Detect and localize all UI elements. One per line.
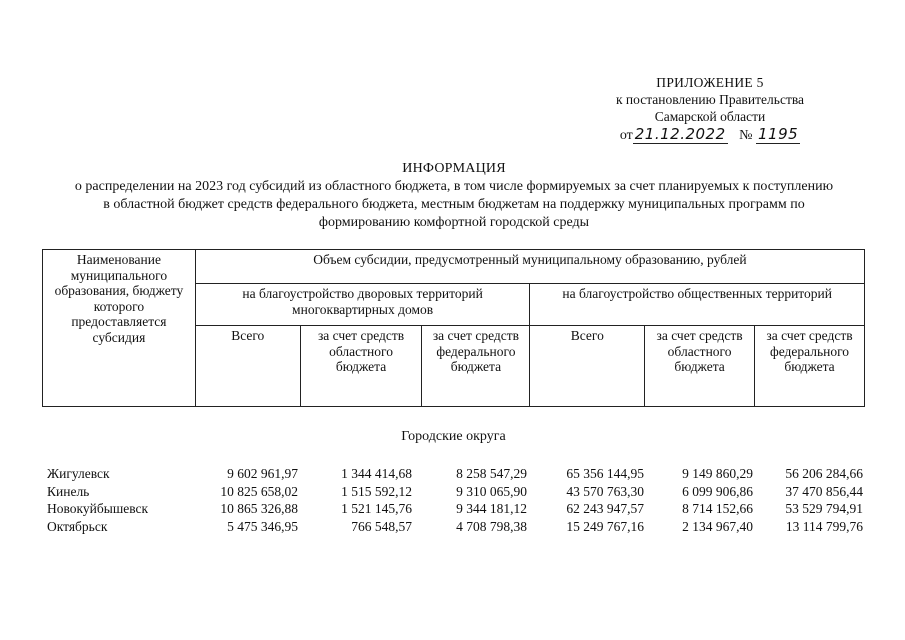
yards-regional: 766 548,57 bbox=[351, 518, 412, 534]
annex-line-1: к постановлению Правительства bbox=[615, 92, 805, 107]
yards-regional: 1 515 592,12 bbox=[341, 483, 412, 499]
yards-total: 5 475 346,95 bbox=[227, 518, 298, 534]
public-regional: 2 134 967,40 bbox=[682, 518, 753, 534]
table-row bbox=[42, 518, 863, 536]
header-public-federal: за счет средств федерального бюджета bbox=[755, 326, 865, 407]
header-yards-total: Всего bbox=[195, 326, 300, 407]
public-total: 62 243 947,57 bbox=[566, 501, 644, 516]
annex-line-2: Самарской области bbox=[654, 109, 766, 124]
public-regional: 6 099 906,86 bbox=[682, 483, 753, 499]
document-title bbox=[20, 160, 888, 232]
yards-total: 10 825 658,02 bbox=[220, 483, 298, 499]
header-group-yards: на благоустройство дворовых территорий многоквартирных домов bbox=[195, 284, 530, 326]
public-federal: 13 114 799,76 bbox=[785, 518, 863, 534]
public-regional: 8 714 152,66 bbox=[682, 501, 753, 516]
municipality-name: Кинель bbox=[47, 483, 90, 499]
municipality-name: Октябрьск bbox=[47, 518, 108, 534]
public-total: 15 249 767,16 bbox=[566, 518, 644, 534]
document-subtitle-1: о распределении на 2023 год субсидий из областного бюджета, в том числе формируемых за счет планируемых к поступлению bbox=[74, 179, 834, 194]
public-total: 65 356 144,95 bbox=[566, 466, 644, 481]
header-table bbox=[42, 249, 865, 407]
header-subsidy-volume: Объем субсидии, предусмотренный муниципальному образованию, рублей bbox=[195, 250, 864, 284]
document-subtitle-3: формированию комфортной городской среды bbox=[318, 215, 590, 230]
public-total: 43 570 763,30 bbox=[566, 483, 644, 499]
handwritten-number: 1195 bbox=[758, 125, 799, 143]
header-public-total: Всего bbox=[530, 326, 645, 407]
table-row bbox=[42, 483, 863, 501]
yards-total: 9 602 961,97 bbox=[227, 466, 298, 481]
header-public-regional: за счет средств областного бюджета bbox=[645, 326, 755, 407]
public-federal: 53 529 794,91 bbox=[785, 501, 863, 516]
municipality-name: Жигулевск bbox=[47, 466, 110, 481]
yards-federal: 8 258 547,29 bbox=[456, 466, 527, 481]
header-yards-federal: за счет средств федерального бюджета bbox=[422, 326, 530, 407]
yards-federal: 9 310 065,90 bbox=[456, 483, 527, 499]
yards-federal: 4 708 798,38 bbox=[456, 518, 527, 534]
table-row bbox=[42, 465, 863, 483]
municipality-name: Новокуйбышевск bbox=[47, 501, 149, 516]
annex-signature-line bbox=[600, 126, 820, 144]
public-federal: 56 206 284,66 bbox=[785, 466, 863, 481]
annex-title: ПРИЛОЖЕНИЕ 5 bbox=[656, 75, 764, 90]
yards-total: 10 865 326,88 bbox=[220, 501, 298, 516]
document-heading: ИНФОРМАЦИЯ bbox=[402, 161, 506, 176]
number-prefix: № bbox=[739, 128, 753, 143]
table-row bbox=[42, 500, 863, 518]
yards-federal: 9 344 181,12 bbox=[456, 501, 527, 516]
yards-regional: 1 521 145,76 bbox=[341, 501, 412, 516]
header-yards-regional: за счет средств областного бюджета bbox=[300, 326, 422, 407]
data-table bbox=[42, 465, 863, 535]
document-subtitle-2: в областной бюджет средств федерального бюджета, местным бюджетам на поддержку муниципальных программ по bbox=[103, 197, 805, 212]
public-federal: 37 470 856,44 bbox=[785, 483, 863, 499]
yards-regional: 1 344 414,68 bbox=[341, 466, 412, 481]
date-prefix: от bbox=[619, 128, 633, 143]
handwritten-date: 21.12.2022 bbox=[634, 125, 726, 143]
annex-block bbox=[600, 74, 820, 144]
section-title: Городские округа bbox=[401, 429, 506, 444]
header-group-public: на благоустройство общественных территорий bbox=[530, 284, 865, 326]
header-municipality: Наименование муниципального образования, бюджету которого предоставляется субсидия bbox=[43, 250, 196, 407]
public-regional: 9 149 860,29 bbox=[682, 466, 753, 481]
